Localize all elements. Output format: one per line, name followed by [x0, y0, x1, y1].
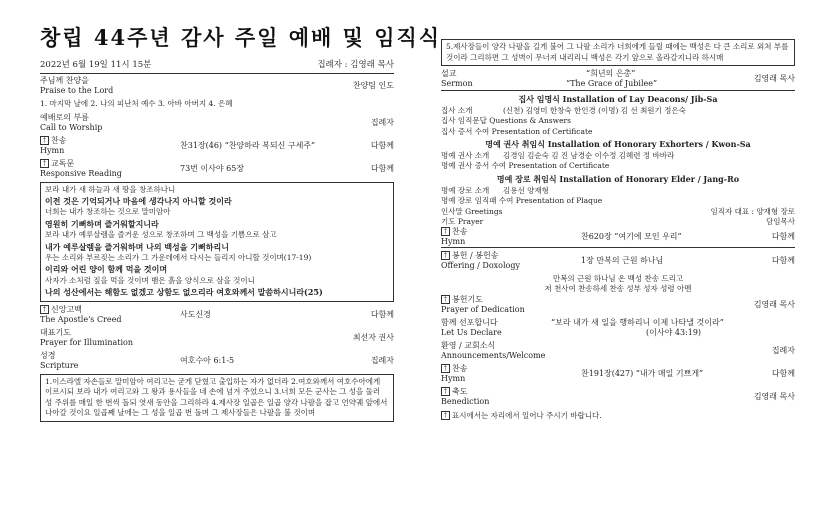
doxology-line-2: 저 천사여 찬송하세 찬송 성부 성자 성령 아멘: [544, 284, 692, 294]
reading-line: 너희는 내가 창조하는 것으로 말미암아: [45, 207, 171, 217]
presider: 집례자 : 김영래 목사: [317, 60, 394, 70]
names: (신천) 김영미 한창숙 한인경 (이명) 김 선 최원기 정은숙: [503, 106, 686, 116]
item-ko: 성경: [40, 350, 56, 360]
stand-icon: †: [40, 159, 49, 168]
item-leader: 담임목사: [766, 216, 795, 226]
item-ko: 찬송: [452, 226, 468, 236]
label: 집사 소개: [441, 106, 473, 116]
item-leader: 다함께: [370, 163, 394, 173]
item-en: Prayer for Illumination: [40, 337, 133, 347]
item-reference: (이사야 43:19): [646, 327, 702, 337]
item-ko: 찬송: [51, 135, 67, 145]
installation-prayer: [441, 217, 795, 227]
item-en: Hymn: [441, 373, 466, 383]
stand-icon: †: [441, 364, 450, 373]
item-leader: 집례자: [370, 355, 394, 365]
item-detail: “보라 내가 새 일을 행하리니 이제 나타낼 것이라”: [551, 317, 724, 327]
label: 명예 장로 소개: [441, 185, 490, 195]
left-column: [40, 76, 394, 425]
sermon-title-en: “The Grace of Jubilee”: [566, 79, 658, 89]
deacon-cert: 집사 증서 수여 Presentation of Certificate: [441, 126, 593, 136]
item-ko: 설교: [441, 69, 457, 79]
item-en: Hymn: [40, 145, 65, 155]
item-leader: 다함께: [771, 368, 795, 378]
stand-icon: †: [441, 295, 450, 304]
deacon-intro: [441, 106, 795, 116]
order-prelude: [40, 76, 394, 96]
item-leader: 최선자 권사: [352, 332, 394, 342]
page-title: 창립 44주년 감사 주일 예배 및 임직식: [40, 25, 442, 50]
item-ko: 대표기도: [40, 327, 71, 337]
item-leader: 김영래 목사: [753, 74, 795, 84]
item-en: Scripture: [40, 360, 79, 370]
exhorter-intro: [441, 151, 795, 161]
elder-heading: 명예 장로 취임식 Installation of Honorary Elder / Jang-Ro: [496, 173, 740, 184]
item-ko: 주님께 찬양을: [40, 76, 89, 85]
order-creed: [40, 305, 394, 325]
item-en: The Apostle's Creed: [40, 314, 122, 324]
item-leader: 다함께: [370, 140, 394, 150]
exhorter-heading: 명예 권사 취임식 Installation of Honorary Exhorters / Kwon-Sa: [485, 139, 751, 150]
greetings: [441, 207, 795, 217]
item-en: Prayer of Dedication: [441, 304, 525, 314]
order-dedication: [441, 295, 795, 315]
item-detail: 찬191장(427) “내가 매일 기쁘게”: [581, 368, 704, 378]
stand-icon: †: [40, 305, 49, 314]
stand-icon: †: [441, 411, 450, 420]
exhorter-cert: 명예 권사 증서 수여 Presentation of Certificate: [441, 161, 610, 171]
item-en: Responsive Reading: [40, 168, 122, 178]
item-detail: 찬31장(46) “찬양하라 복되신 구세주”: [180, 140, 316, 150]
date-line: [40, 58, 394, 74]
prelude-songs: 1. 마지막 날에 2. 나의 피난처 예수 3. 아바 아버지 4. 은혜: [40, 99, 233, 108]
item-detail: 찬620장 “여기에 모인 우리”: [581, 231, 682, 241]
right-column: [441, 36, 795, 421]
item-leader: 김영래 목사: [753, 299, 795, 309]
standing-note: [441, 411, 795, 422]
order-benediction: [441, 387, 795, 407]
item-leader: 다함께: [771, 255, 795, 265]
order-call: [40, 113, 394, 133]
item-en: Benediction: [441, 396, 490, 406]
order-hymn-2: [441, 227, 795, 248]
item-leader: 김영래 목사: [753, 391, 795, 401]
label: 인사말 Greetings: [441, 206, 503, 216]
item-ko: 봉헌 / 봉헌송: [452, 250, 499, 260]
scripture-text-box: 1.이스라엘 자손들로 말미암아 여리고는 굳게 닫혔고 출입하는 자가 없더라 2.여호와께서 여호수아에게 이르시되 보라 내가 여리고와 그 왕과 용사들을 네 손에 넘겨 주었으니 3.너희 모든 군사는 그 성을 둘러 성 주위를 매일 한 번씩 돌되 엿새 동안을 그리하라 4.제사장 일곱은 일곱 양각 나팔을 잡고 언약궤 앞에서 나아갈 것이요 일곱째 날에는 그 성을 일곱 번 돌며 그 제사장들은 나팔을 불 것이며: [40, 374, 394, 422]
reading-line: 보라 내가 예루살렘을 즐거운 성으로 창조하며 그 백성을 기쁨으로 삼고: [45, 230, 277, 240]
item-detail: 사도신경: [180, 309, 211, 319]
order-declare: [441, 318, 795, 338]
stand-icon: †: [441, 387, 450, 396]
reading-line: 보라 내가 새 하늘과 새 땅을 창조하나니: [45, 184, 176, 194]
reading-line: 내가 예루살렘을 즐거워하며 나의 백성을 기뻐하리니: [45, 241, 229, 252]
item-ko: 예배로의 부름: [40, 112, 89, 122]
item-leader: 찬양팀 인도: [352, 81, 394, 90]
service-date: 2022년 6월 19일 11시 15분: [40, 60, 152, 70]
order-scripture: [40, 351, 394, 371]
item-en: Let Us Declare: [441, 327, 502, 337]
stand-icon: †: [441, 251, 450, 260]
item-leader: 임직자 대표 : 양재형 장로: [710, 206, 795, 216]
order-hymn-1: [40, 136, 394, 156]
deacon-heading: 집사 임명식 Installation of Lay Deacons/ Jib-Sa: [518, 94, 718, 105]
order-offering: [441, 251, 795, 271]
reading-line: 영원히 기뻐하며 즐거워할지니라: [45, 218, 159, 229]
order-sermon: [441, 69, 795, 91]
note-text: 표시에서는 자리에서 일어나 주시기 바랍니다.: [452, 410, 602, 420]
item-ko: 찬송: [452, 363, 468, 373]
item-en: Hymn: [441, 236, 466, 246]
names: 김경임 김순숙 김 진 남경순 이수정 김혜련 정 바바라: [503, 151, 675, 161]
sermon-title-ko: “희년의 은총”: [586, 69, 636, 79]
reading-line: 우는 소리와 부르짖는 소리가 그 가운데에서 다시는 들리지 아니할 것이며(17-19): [45, 253, 312, 263]
item-detail: 여호수아 6:1-5: [180, 355, 235, 365]
reading-line: 이리와 어린 양이 함께 먹을 것이며: [45, 264, 168, 275]
item-ko: 봉헌기도: [452, 294, 483, 304]
doxology-line-1: 만복의 근원 하나님 온 백성 찬송 드리고: [552, 273, 684, 283]
stand-icon: †: [40, 136, 49, 145]
item-leader: 다함께: [771, 231, 795, 241]
order-announce: [441, 341, 795, 361]
reading-line: 나의 성산에서는 해함도 없겠고 상함도 없으리라 여호와께서 말씀하시니라(25): [45, 287, 323, 298]
deacon-qa: 집사 임직문답 Questions & Answers: [441, 116, 571, 126]
scripture-continued-box: 5.제사장들이 양각 나팔을 길게 불어 그 나팔 소리가 너희에게 들릴 때에는 백성은 다 큰 소리로 외쳐 부를 것이라 그리하면 그 성벽이 무너져 내리리니 백성은 각기 앞으로 올라갈지니라 하시매: [441, 39, 795, 66]
order-hymn-3: [441, 364, 795, 384]
item-en: Praise to the Lord: [40, 86, 114, 95]
order-reading: [40, 159, 394, 179]
order-prayer: [40, 328, 394, 348]
responsive-reading-box: [40, 182, 394, 302]
reading-line: 이전 것은 기억되거나 마음에 생각나지 아니할 것이라: [45, 196, 232, 206]
item-en: Announcements/Welcome: [441, 350, 546, 360]
item-ko: 교독문: [51, 158, 75, 168]
item-en: Offering / Doxology: [441, 260, 520, 270]
elder-intro: [441, 186, 795, 196]
stand-icon: †: [441, 227, 450, 236]
item-detail: 1장 만복의 근원 하나님: [581, 255, 664, 265]
item-leader: 다함께: [370, 309, 394, 319]
label: 기도 Prayer: [441, 216, 484, 226]
item-ko: 신앙고백: [51, 304, 82, 314]
label: 명예 권사 소개: [441, 151, 490, 161]
item-ko: 함께 선포합니다: [441, 317, 498, 327]
item-ko: 축도: [452, 386, 468, 396]
reading-line: 사자가 소처럼 짚을 먹을 것이며 뱀은 흙을 양식으로 삼을 것이니: [45, 275, 255, 285]
item-en: Call to Worship: [40, 122, 103, 132]
item-leader: 집례자: [771, 345, 795, 355]
item-ko: 환영 / 교회소식: [441, 340, 496, 350]
item-detail: 73번 이사야 65장: [180, 163, 245, 173]
item-en: Sermon: [441, 79, 473, 89]
elder-plaque: 명예 장로 임직패 수여 Presentation of Plaque: [441, 195, 603, 205]
names: 김용선 양재형: [503, 185, 549, 195]
item-leader: 집례자: [370, 117, 394, 127]
